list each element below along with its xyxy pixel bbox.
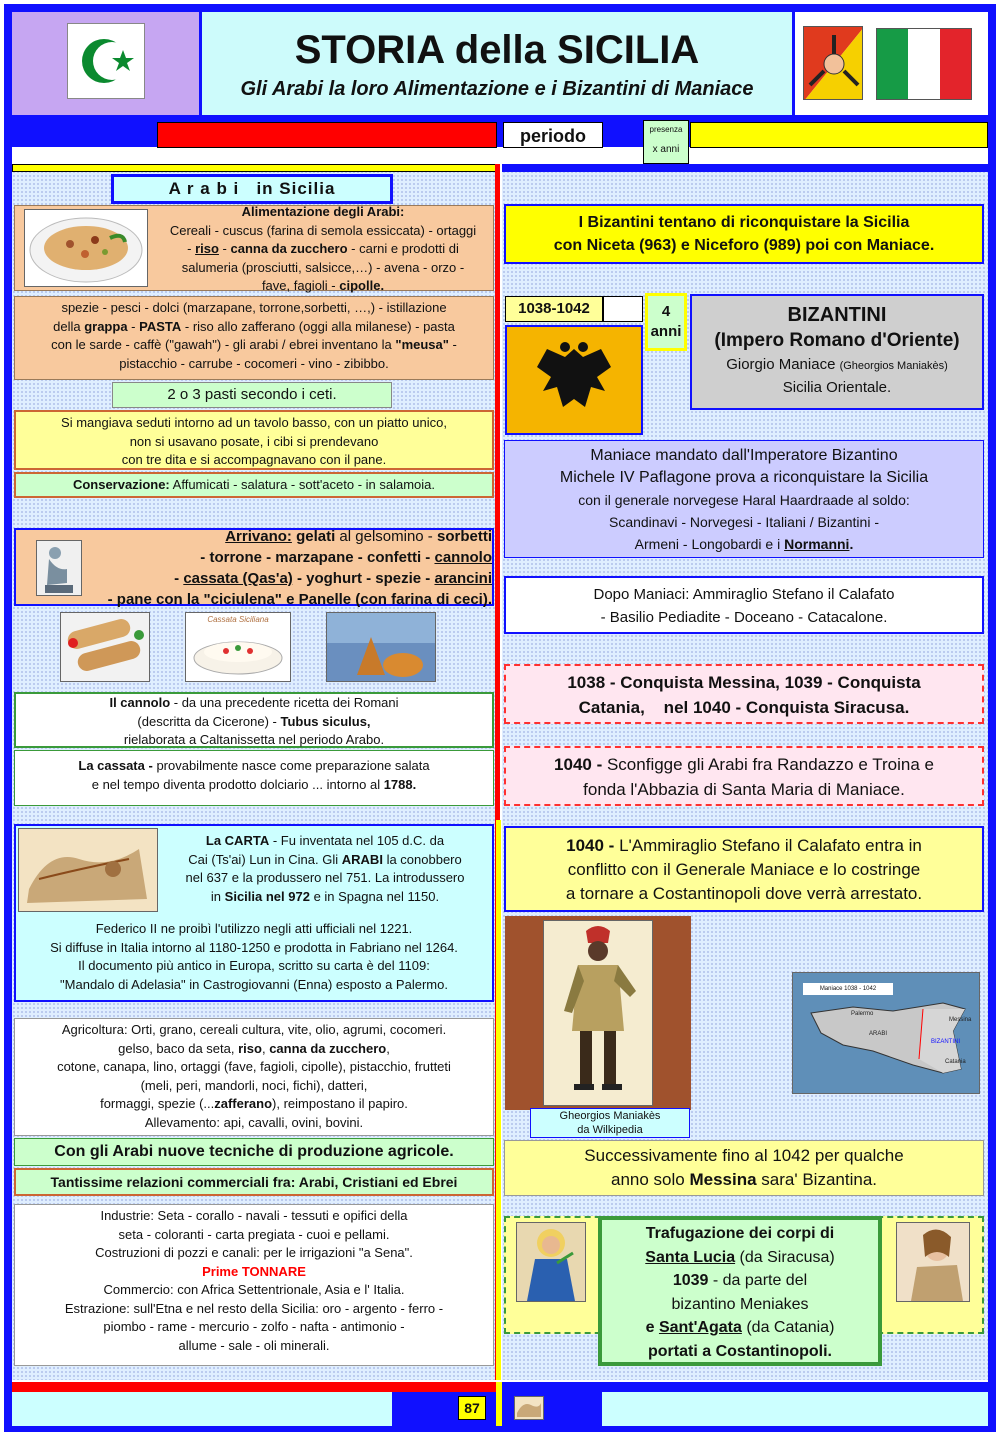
sicily-flag bbox=[803, 26, 863, 100]
cassata-label: La cassata - bbox=[78, 758, 153, 773]
cannolo-label: Il cannolo bbox=[109, 695, 171, 710]
after-line-1: Dopo Maniaci: Ammiraglio Stefano il Calafato bbox=[593, 586, 895, 603]
column-divider-yellow bbox=[496, 820, 501, 1380]
successively-line-1: Successivamente fino al 1042 per qualche bbox=[584, 1146, 904, 1165]
agri-riso: riso bbox=[238, 1040, 262, 1056]
food-line-2: - riso - canna da zucchero - carni e prodotti di bbox=[187, 241, 459, 256]
cassata-photo bbox=[185, 612, 291, 682]
presence-label-line1: presenza bbox=[649, 125, 683, 134]
conquest-line-2: Catania, nel 1040 - Conquista Siracusa. bbox=[578, 698, 910, 717]
byzantine-box bbox=[690, 294, 984, 410]
arrivals-text bbox=[66, 526, 492, 610]
agri-line-2-a: gelso, baco da seta, bbox=[118, 1040, 235, 1056]
successively-line-2-a: anno solo bbox=[611, 1170, 685, 1189]
arrivals-line-2 bbox=[66, 547, 492, 568]
ind-line-8: allume - sale - oli minerali. bbox=[178, 1337, 330, 1353]
spices-line-3-a: con le sarde - caffè ("gawah") - gli arabi / ebrei inventano la bbox=[51, 337, 392, 352]
page-number: 87 bbox=[458, 1396, 486, 1420]
italy-flag-green bbox=[877, 29, 908, 99]
santa-agata-image bbox=[896, 1222, 970, 1302]
eating-line-2: non si usavano posate, i cibi si prendevano bbox=[129, 433, 379, 449]
ind-line-3: Costruzioni di pozzi e canali: per le irrigazioni "a Sena". bbox=[95, 1245, 413, 1260]
ind-tonnare: Prime TONNARE bbox=[202, 1263, 306, 1279]
arrivals-cannolo: cannolo bbox=[434, 549, 492, 566]
italy-flag bbox=[876, 28, 972, 100]
portrait-caption-1: Gheorgios Maniakès bbox=[559, 1110, 661, 1122]
saint-agata-icon bbox=[897, 1223, 969, 1301]
period-blank bbox=[603, 296, 643, 322]
years-number: 4 bbox=[661, 303, 671, 320]
arrivals-line-1 bbox=[66, 526, 492, 547]
defeat-year: 1040 - bbox=[554, 755, 603, 774]
maniace-box bbox=[504, 440, 984, 558]
stefano-box bbox=[504, 826, 984, 912]
cassata-line-1-text: provabilmente nasce come preparazione salata bbox=[156, 758, 430, 773]
ind-line-1: Industrie: Seta - corallo - navali - tessuti e opifici della bbox=[100, 1208, 408, 1223]
spices-meusa: "meusa" bbox=[395, 337, 449, 352]
header-title-block bbox=[202, 12, 792, 115]
arancini-icon bbox=[327, 613, 435, 681]
relics-line-5 bbox=[602, 1316, 878, 1340]
years-label: anni bbox=[650, 323, 682, 340]
cannolo-line-3: rielaborata a Caltanissetta nel periodo Arabo. bbox=[123, 732, 385, 747]
crescent-star-icon bbox=[68, 24, 144, 98]
food-canna: canna da zucchero bbox=[230, 241, 348, 256]
ind-line-7: piombo - rame - mercurio - zolfo - nafta - antimonio - bbox=[103, 1319, 405, 1334]
spices-line-2: della grappa - PASTA - riso allo zafferano (oggi alla milanese) - pasta bbox=[53, 318, 455, 334]
portrait-caption-2: da Wilkipedia bbox=[577, 1124, 643, 1136]
defeat-line-2: fonda l'Abbazia di Santa Maria di Maniace. bbox=[583, 780, 905, 799]
stefano-line-1-text: L'Ammiraglio Stefano il Calafato entra in bbox=[619, 836, 922, 855]
byzantine-subtitle: (Impero Romano d'Oriente) bbox=[714, 330, 960, 351]
byzantine-leader-small: (Gheorgios Maniakès) bbox=[839, 360, 948, 372]
relics-e: e bbox=[645, 1319, 655, 1336]
agri-line-2: gelso, baco da seta, riso, canna da zucchero, bbox=[118, 1040, 390, 1056]
maniace-normanni: Normanni bbox=[784, 536, 850, 552]
cannolo-line-1-text: - da una precedente ricetta dei Romani bbox=[173, 695, 399, 710]
food-heading: Alimentazione degli Arabi: bbox=[241, 204, 405, 219]
trade-relations: Tantissime relazioni commerciali fra: Arabi, Cristiani ed Ebrei bbox=[14, 1168, 494, 1196]
relics-box bbox=[598, 1216, 882, 1366]
byzantine-title: BIZANTINI bbox=[787, 304, 887, 326]
successively-messina: Messina bbox=[689, 1170, 757, 1189]
carta-line-4 bbox=[160, 888, 490, 907]
spices-della: della bbox=[53, 318, 81, 334]
spices-line-3: con le sarde - caffè ("gawah") - gli arabi / ebrei inventano la "meusa" - bbox=[51, 337, 457, 352]
relics-line-6: portati a Costantinopoli. bbox=[648, 1342, 832, 1360]
maniakes-portrait bbox=[543, 920, 653, 1106]
carta-line-2 bbox=[160, 851, 490, 870]
maniace-line-4: Scandinavi - Norvegesi - Italiani / Bizantini - bbox=[608, 514, 879, 530]
successively-line-2-c: sara' Bizantina. bbox=[761, 1170, 877, 1189]
soldier-portrait-icon bbox=[544, 921, 652, 1105]
agri-canna: canna da zucchero bbox=[269, 1040, 387, 1056]
food-cipolle: cipolle. bbox=[339, 278, 385, 293]
cannolo-line-2-a: (descritta da Cicerone) - bbox=[137, 713, 277, 729]
map-label-arabi: ARABI bbox=[869, 1031, 888, 1037]
federico-text bbox=[16, 920, 492, 994]
carta-line-2-a: Cai (Ts'ai) Lun in Cina. Gli bbox=[188, 851, 339, 867]
cassata-line-1 bbox=[15, 757, 493, 776]
spices-grappa: grappa bbox=[84, 318, 128, 334]
defeat-box bbox=[504, 746, 984, 806]
eating-line-3: con tre dita e si accompagnavano con il pane. bbox=[121, 452, 387, 467]
arrivals-line-4: - pane con la "ciciulena" e Panelle (con farina di ceci). bbox=[107, 591, 492, 608]
agri-line-6: Allevamento: api, cavalli, ovini, bovini. bbox=[144, 1114, 364, 1130]
food-riso: riso bbox=[195, 241, 219, 256]
cannolo-tubus: Tubus siculus, bbox=[280, 713, 371, 729]
food-text bbox=[156, 203, 490, 296]
page-subtitle: Gli Arabi la loro Alimentazione e i Bizantini di Maniace bbox=[240, 78, 754, 100]
arrivals-sorbetti: sorbetti bbox=[436, 528, 492, 545]
relics-santagata: Sant'Agata bbox=[658, 1319, 742, 1336]
cannolo-line-1 bbox=[16, 694, 492, 713]
carta-line-3: nel 637 e la produssero nel 751. La introdussero bbox=[185, 870, 465, 885]
left-top-line bbox=[12, 164, 496, 172]
intro-line-1: I Bizantini tentano di riconquistare la Sicilia bbox=[578, 214, 910, 231]
byzantine-leader-name: Giorgio Maniace bbox=[726, 356, 836, 373]
cannoli-icon bbox=[61, 613, 149, 681]
relics-line-4: bizantino Meniakes bbox=[671, 1295, 809, 1313]
maniace-line-1: Maniace mandato dall'Imperatore Bizantino bbox=[590, 447, 898, 464]
arrivals-cassata: cassata (Qas'a) bbox=[183, 570, 293, 587]
defeat-line-1-text: Sconfigge gli Arabi fra Randazzo e Troina e bbox=[606, 755, 934, 774]
presence-label-box bbox=[643, 120, 689, 164]
arrivals-line-2-a: - torrone - marzapane - confetti - bbox=[200, 549, 431, 566]
map-thumbnail-icon bbox=[515, 1397, 543, 1419]
agri-line-5-c: ), reimpostano il papiro. bbox=[272, 1096, 408, 1111]
trinacria-icon bbox=[804, 27, 863, 100]
carta-text bbox=[160, 832, 490, 906]
footer-left-red bbox=[12, 1382, 496, 1392]
carta-line-4-c: e in Spagna nel 1150. bbox=[313, 888, 440, 904]
presence-label-line2: x anni bbox=[652, 144, 680, 155]
cassata-box bbox=[14, 750, 494, 806]
stefano-line-1 bbox=[506, 834, 982, 858]
federico-line-4: "Mandalo di Adelasia" in Castrogiovanni (Enna) esposto a Palermo. bbox=[60, 976, 448, 992]
saint-lucia-icon bbox=[517, 1223, 585, 1301]
footer-right-cyan bbox=[602, 1392, 988, 1426]
food-line-4-a: fave, fagioli - bbox=[261, 278, 336, 293]
map-title: Maniace 1038 - 1042 bbox=[803, 983, 893, 995]
carta-label: La CARTA bbox=[205, 833, 270, 848]
conservation-box bbox=[14, 472, 494, 498]
arrivals-line-3: - cassata (Qas'a) - yoghurt - spezie - arancini bbox=[174, 570, 492, 587]
italy-flag-red bbox=[940, 29, 971, 99]
byzantine-leader bbox=[692, 354, 982, 377]
food-line-4 bbox=[156, 277, 490, 296]
meals-label: 2 o 3 pasti secondo i ceti. bbox=[112, 382, 392, 408]
conservation-label: Conservazione: bbox=[72, 477, 170, 492]
old-map-icon bbox=[19, 829, 157, 911]
food-line-2-rest: - carni e prodotti di bbox=[351, 241, 459, 256]
maniace-line-5: Armeni - Longobardi e i Normanni. bbox=[634, 536, 854, 552]
conquest-box bbox=[504, 664, 984, 724]
agriculture-box bbox=[14, 1018, 494, 1136]
cannolo-line-2 bbox=[16, 713, 492, 732]
relics-santa-lucia: Santa Lucia bbox=[645, 1248, 736, 1266]
period-bar-red bbox=[157, 122, 497, 148]
carta-line-1-text: - Fu inventata nel 105 d.C. da bbox=[272, 833, 445, 848]
ind-line-6: Estrazione: sull'Etna e nel resto della Sicilia: oro - argento - ferro - bbox=[64, 1300, 444, 1316]
after-maniace-box bbox=[504, 576, 984, 634]
carta-arabi: ARABI bbox=[341, 851, 383, 867]
right-top-line bbox=[502, 164, 988, 172]
arrivals-gelsomino: al gelsomino - bbox=[339, 528, 433, 545]
map-label-bizantini: BIZANTINI bbox=[931, 1039, 961, 1045]
arancini-photo bbox=[326, 612, 436, 682]
arrivals-line-3-b: - yoghurt - spezie - bbox=[296, 570, 431, 587]
cannoli-photo bbox=[60, 612, 150, 682]
carta-line-2-c: la conobbero bbox=[386, 851, 462, 867]
arrivals-gelati: gelati bbox=[296, 528, 336, 545]
maniace-line-3: con il generale norvegese Haral Haardraade al soldo: bbox=[578, 492, 910, 508]
sicily-map bbox=[792, 972, 980, 1094]
federico-line-3: Il documento più antico in Europa, scritto su carta è del 1109: bbox=[78, 958, 430, 973]
period-label: periodo bbox=[503, 122, 603, 148]
successively-line-2 bbox=[505, 1168, 983, 1192]
cannolo-box bbox=[14, 692, 494, 748]
byzantine-intro bbox=[504, 204, 984, 264]
agri-line-4: (meli, peri, mandorli, noci, fichi), datteri, bbox=[140, 1077, 368, 1093]
new-techniques: Con gli Arabi nuove tecniche di produzione agricole. bbox=[14, 1138, 494, 1166]
spices-box bbox=[14, 296, 494, 380]
arrivals-arancini: arancini bbox=[434, 570, 492, 587]
conservation-text: Affumicati - salatura - sott'aceto - in salamoia. bbox=[172, 477, 436, 492]
portrait-caption bbox=[530, 1108, 690, 1138]
relics-line-3-b: - da parte del bbox=[712, 1272, 808, 1289]
map-label-messina: Messina bbox=[949, 1017, 972, 1023]
relics-line-1: Trafugazione dei corpi di bbox=[645, 1225, 835, 1242]
period-years: 1038-1042 bbox=[505, 296, 603, 322]
byzantine-region: Sicilia Orientale. bbox=[782, 379, 892, 396]
eating-line-1: Si mangiava seduti intorno ad un tavolo basso, con un piatto unico, bbox=[61, 415, 447, 430]
stefano-line-2: conflitto con il Generale Maniace e lo costringe bbox=[567, 860, 921, 879]
successively-box bbox=[504, 1140, 984, 1196]
relics-line-2 bbox=[602, 1246, 878, 1270]
cassata-photo-caption: Cassata Siciliana bbox=[207, 615, 269, 624]
cassata-cake-icon bbox=[186, 624, 290, 680]
conquest-line-1: 1038 - Conquista Messina, 1039 - Conquista bbox=[567, 673, 921, 692]
page-title: STORIA della SICILIA bbox=[294, 28, 700, 72]
after-line-2: - Basilio Pediadite - Doceano - Catacalone. bbox=[600, 609, 888, 626]
spices-line-4: pistacchio - carrube - cocomeri - vino - zibibbo. bbox=[119, 355, 389, 371]
crescent-flag bbox=[67, 23, 145, 99]
agri-zafferano: zafferano bbox=[214, 1096, 273, 1111]
industries-box bbox=[14, 1204, 494, 1366]
federico-line-2: Si diffuse in Italia intorno al 1180-1250 e prodotta in Fabriano nel 1264. bbox=[50, 939, 458, 955]
intro-line-2: con Niceta (963) e Niceforo (989) poi con Maniace. bbox=[553, 237, 935, 254]
map-label-palermo: Palermo bbox=[851, 1011, 874, 1017]
footer-map-thumbnail bbox=[514, 1396, 544, 1420]
spices-line-2-rest: - riso allo zafferano (oggi alla milanese) - pasta bbox=[184, 318, 455, 334]
relics-line-5-c: (da Catania) bbox=[746, 1319, 835, 1336]
arabs-section-title: A r a b i in Sicilia bbox=[111, 174, 393, 204]
agri-line-3: cotone, canapa, lino, ortaggi (fave, fagioli, cipolle), pistacchio, frutteti bbox=[57, 1059, 451, 1074]
relics-line-2-b: (da Siracusa) bbox=[739, 1248, 835, 1266]
santa-lucia-image bbox=[516, 1222, 586, 1302]
carta-line-4-a: in bbox=[210, 888, 222, 904]
cassata-year: 1788. bbox=[383, 776, 417, 792]
ind-line-5: Commercio: con Africa Settentrionale, Asia e l' Italia. bbox=[103, 1282, 405, 1297]
couscous-photo bbox=[24, 209, 148, 287]
couscous-plate-icon bbox=[25, 210, 147, 286]
carta-sicilia: Sicilia nel 972 bbox=[224, 888, 310, 904]
relics-line-3 bbox=[602, 1269, 878, 1293]
maniace-line-2: Michele IV Paflagone prova a riconquistare la Sicilia bbox=[559, 469, 929, 486]
silk-road-map bbox=[18, 828, 158, 912]
relics-year: 1039 bbox=[672, 1272, 709, 1289]
double-eagle-icon bbox=[507, 327, 641, 433]
stefano-line-3: a tornare a Costantinopoli dove verrà arrestato. bbox=[565, 884, 923, 903]
map-label-catania: Catania bbox=[945, 1059, 966, 1065]
arrivals-label: Arrivano: bbox=[225, 528, 292, 545]
ind-line-2: seta - coloranti - carta pregiata - cuoi e pellami. bbox=[118, 1226, 390, 1242]
carta-line-1 bbox=[160, 832, 490, 851]
cassata-line-2-a: e nel tempo diventa prodotto dolciario ... intorno al bbox=[91, 776, 381, 792]
spices-pasta: PASTA bbox=[139, 318, 182, 334]
federico-line-1: Federico II ne proibì l'utilizzo negli atti ufficiali nel 1221. bbox=[95, 921, 413, 936]
byzantine-eagle-flag bbox=[505, 325, 643, 435]
food-line-3: salumeria (prosciutti, salsicce,…) - avena - orzo - bbox=[181, 259, 465, 275]
eating-box bbox=[14, 410, 494, 470]
footer-right-blue bbox=[502, 1382, 988, 1392]
years-box bbox=[645, 293, 687, 351]
stefano-year: 1040 - bbox=[566, 836, 615, 855]
defeat-line-1 bbox=[506, 752, 982, 777]
food-line-1: Cereali - cuscus (farina di semola essiccata) - ortaggi bbox=[169, 222, 477, 238]
agri-line-5-a: formaggi, spezie (... bbox=[100, 1096, 215, 1111]
period-bar-yellow bbox=[690, 122, 988, 148]
cassata-line-2 bbox=[15, 776, 493, 795]
spices-line-1: spezie - pesci - dolci (marzapane, torrone,sorbetti, …,) - istillazione bbox=[61, 300, 447, 315]
italy-flag-white bbox=[908, 29, 939, 99]
agri-line-1: Agricoltura: Orti, grano, cereali cultura, vite, olio, agrumi, cocomeri. bbox=[61, 1022, 447, 1037]
agri-line-5 bbox=[15, 1095, 493, 1114]
maniace-line-5-a: Armeni - Longobardi e i bbox=[634, 536, 781, 552]
